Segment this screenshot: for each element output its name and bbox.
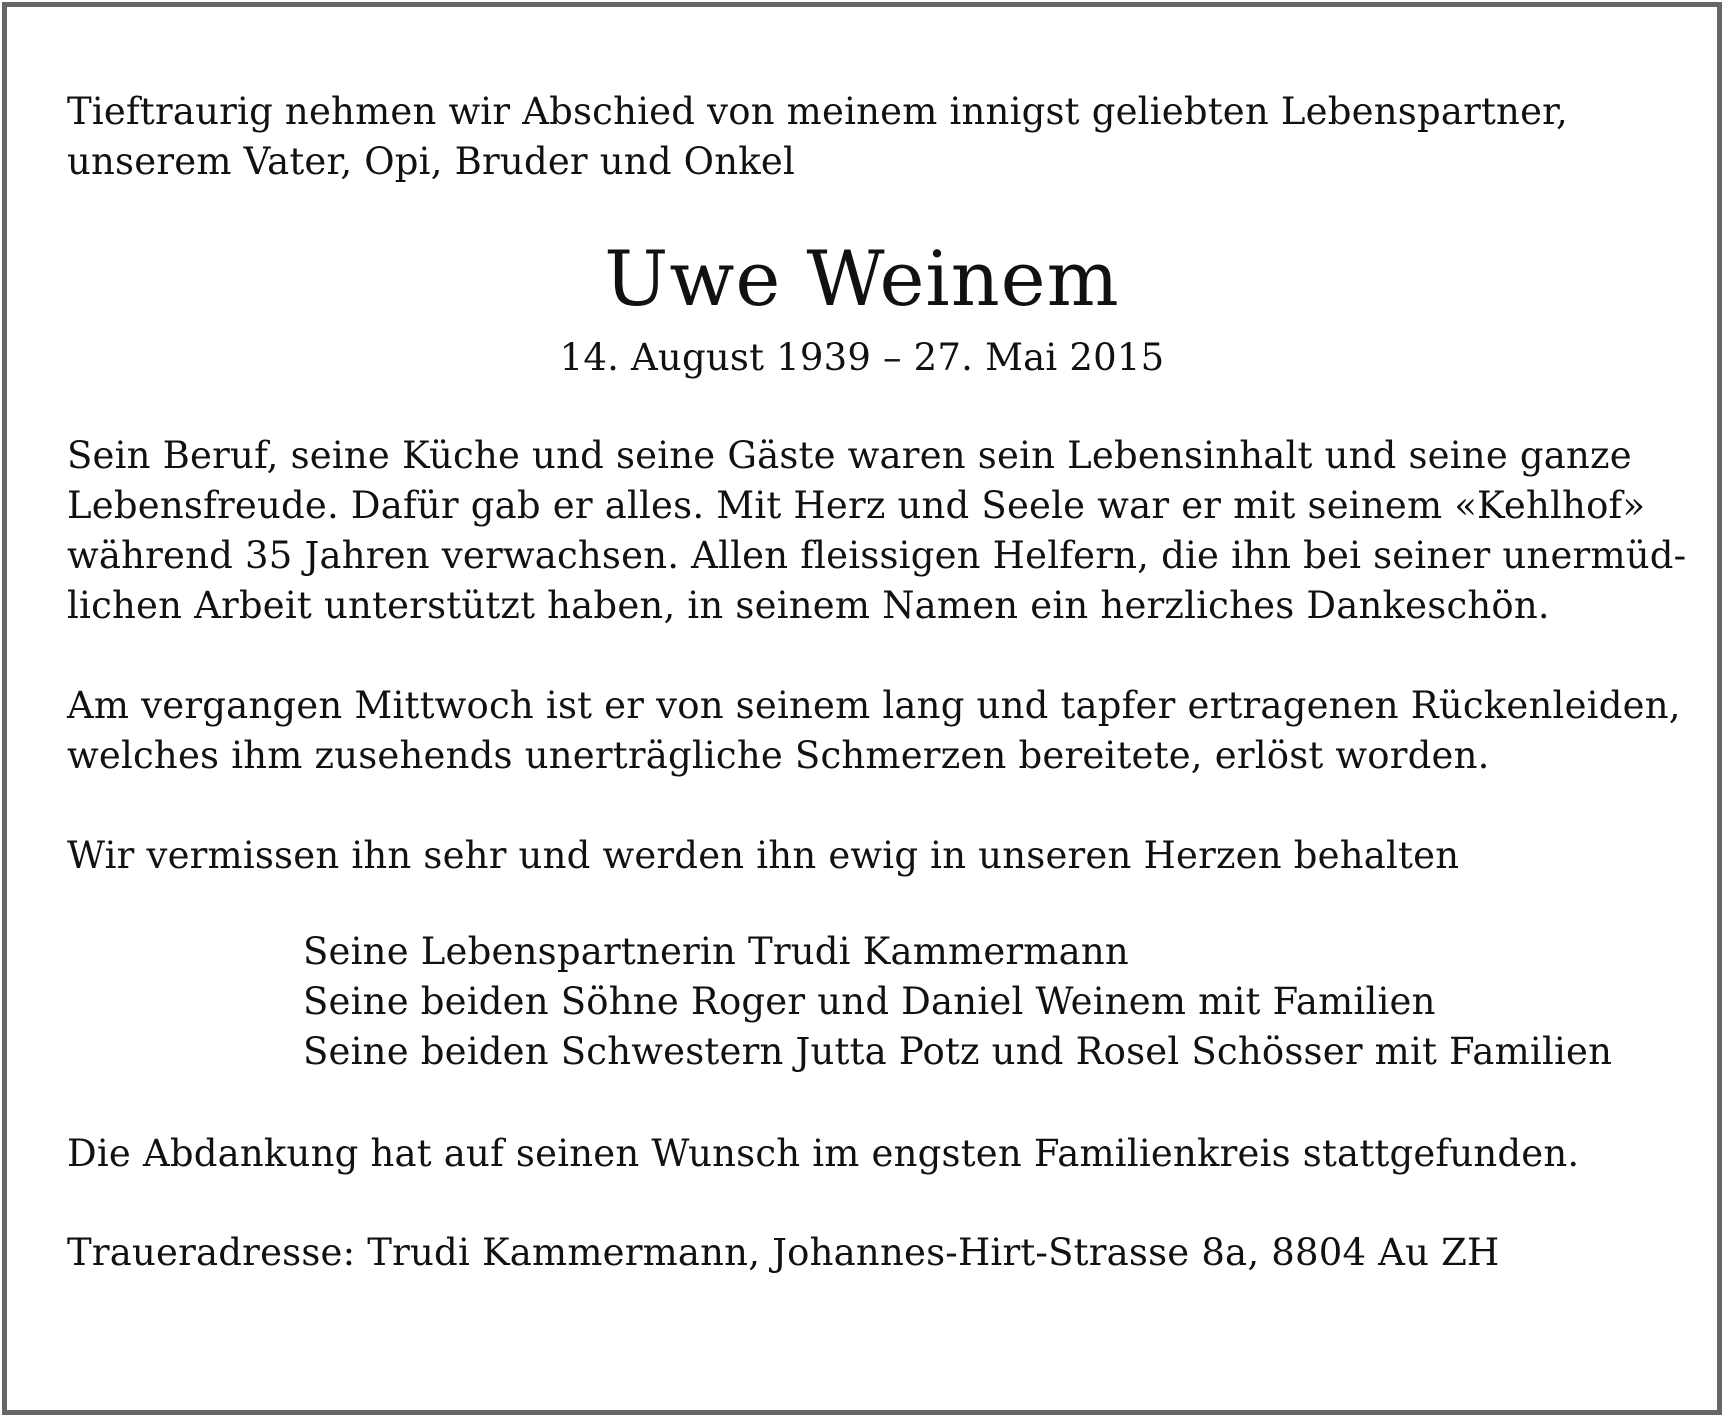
mourner-entry: Seine Lebenspartnerin Trudi Kammermann	[303, 930, 1129, 973]
life-dates: 14. August 1939 – 27. Mai 2015	[559, 336, 1165, 379]
tribute-line: Sein Beruf, seine Küche und seine Gäste waren sein Lebensinhalt und seine ganze	[67, 434, 1632, 477]
intro-line: unserem Vater, Opi, Bruder und Onkel	[67, 140, 795, 183]
mourning-address: Traueradresse: Trudi Kammermann, Johannes-Hirt-Strasse 8a, 8804 Au ZH	[67, 1231, 1500, 1274]
tribute-line: Lebensfreude. Dafür gab er alles. Mit Herz und Seele war er mit seinem «Kehlhof»	[67, 484, 1646, 527]
remembrance-paragraph: Wir vermissen ihn sehr und werden ihn ewig in unseren Herzen behalten	[67, 834, 1460, 877]
intro-line: Tieftraurig nehmen wir Abschied von meinem innigst geliebten Lebenspartner,	[67, 90, 1568, 133]
passing-line: Am vergangen Mittwoch ist er von seinem lang und tapfer ertragenen Rückenleiden,	[67, 684, 1681, 727]
tribute-line: lichen Arbeit unterstützt haben, in seinem Namen ein herzliches Dankeschön.	[67, 584, 1550, 627]
notice-frame	[2, 2, 1722, 1415]
funeral-note: Die Abdankung hat auf seinen Wunsch im engsten Familienkreis stattgefunden.	[67, 1132, 1580, 1175]
obituary-notice	[67, 87, 1687, 1278]
mourners-list	[303, 927, 1667, 1077]
intro-text	[67, 87, 1667, 187]
tribute-line: während 35 Jahren verwachsen. Allen fleissigen Helfern, die ihn bei seiner unermüd-	[67, 534, 1687, 577]
mourner-entry: Seine beiden Söhne Roger und Daniel Weinem mit Familien	[303, 980, 1436, 1023]
deceased-name: Uwe Weinem	[604, 234, 1120, 323]
tribute-paragraph	[67, 431, 1687, 631]
mourner-entry: Seine beiden Schwestern Jutta Potz und Rosel Schösser mit Familien	[303, 1030, 1613, 1073]
passing-paragraph	[67, 681, 1681, 781]
passing-line: welches ihm zusehends unerträgliche Schmerzen bereitete, erlöst worden.	[67, 734, 1490, 777]
